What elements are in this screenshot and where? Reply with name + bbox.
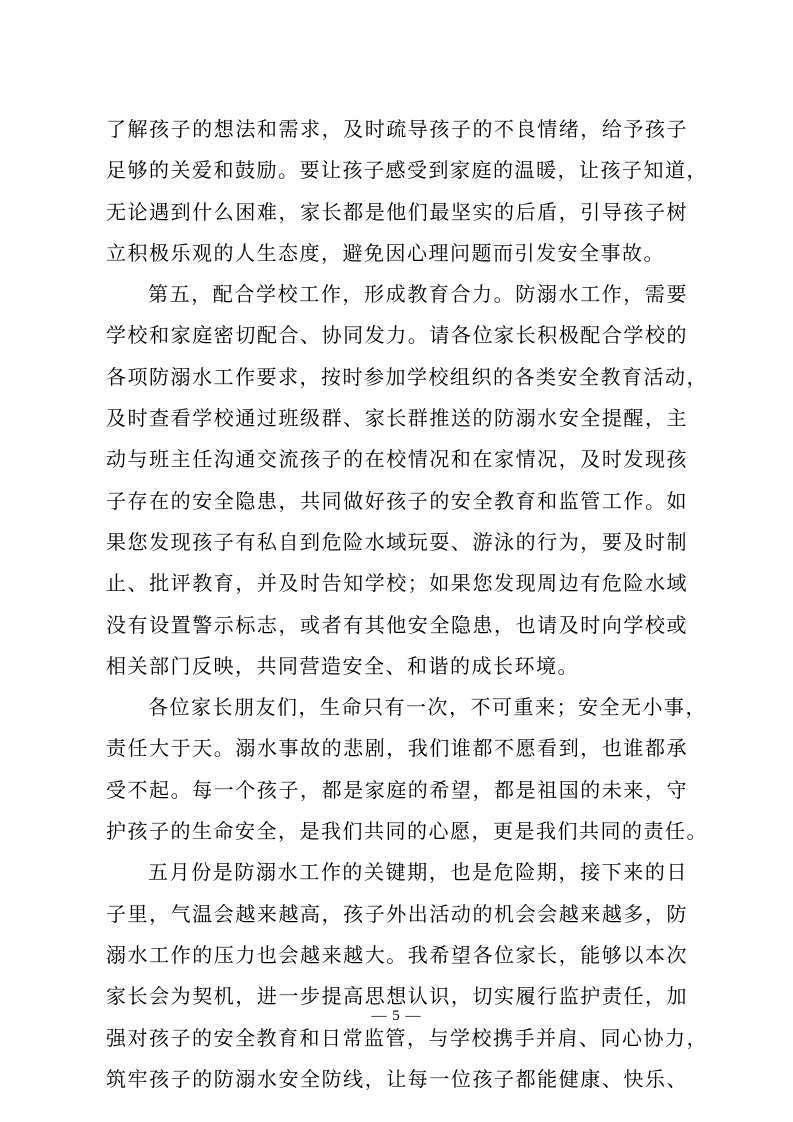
- text-line: 受不起。每一个孩子，都是家庭的希望，都是祖国的未来，守: [106, 777, 688, 802]
- text-line: 第五，配合学校工作，形成教育合力。防溺水工作，需要: [148, 282, 688, 307]
- text-line: 相关部门反映，共同营造安全、和谐的成长环境。: [106, 653, 579, 678]
- text-line: 没有设置警示标志，或者有其他安全隐患，也请及时向学校或: [106, 612, 688, 637]
- text-line: 子存在的安全隐患，共同做好孩子的安全教育和监管工作。如: [106, 488, 688, 513]
- text-line: 及时查看学校通过班级群、家长群推送的防溺水安全提醒，主: [106, 406, 688, 431]
- body-text: [106, 109, 708, 1100]
- text-line: 家长会为契机，进一步提高思想认识，切实履行监护责任，加: [106, 984, 688, 1009]
- text-line: 动与班主任沟通交流孩子的在校情况和在家情况，及时发现孩: [106, 447, 688, 472]
- text-line: 果您发现孩子有私自到危险水域玩耍、游泳的行为，要及时制: [106, 529, 688, 554]
- text-line: 护孩子的生命安全，是我们共同的心愿，更是我们共同的责任。: [106, 819, 708, 844]
- text-line: 足够的关爱和鼓励。要让孩子感受到家庭的温暖，让孩子知道，: [106, 158, 708, 183]
- text-line: 强对孩子的安全教育和日常监管，与学校携手并肩、同心协力，: [106, 1025, 708, 1050]
- text-line: 子里，气温会越来越高，孩子外出活动的机会会越来越多，防: [106, 901, 688, 926]
- text-line: 筑牢孩子的防溺水安全防线，让每一位孩子都能健康、快乐、: [106, 1066, 688, 1091]
- page-number: — 5 —: [371, 1008, 422, 1024]
- text-line: 立积极乐观的人生态度，避免因心理问题而引发安全事故。: [106, 240, 665, 265]
- text-line: 止、批评教育，并及时告知学校；如果您发现周边有危险水域: [106, 571, 688, 596]
- text-line: 各位家长朋友们，生命只有一次，不可重来；安全无小事，: [148, 695, 707, 720]
- text-line: 无论遇到什么困难，家长都是他们最坚实的后盾，引导孩子树: [106, 199, 688, 224]
- text-line: 学校和家庭密切配合、协同发力。请各位家长积极配合学校的: [106, 323, 688, 348]
- text-line: 五月份是防溺水工作的关键期，也是危险期，接下来的日: [148, 860, 688, 885]
- text-line: 了解孩子的想法和需求，及时疏导孩子的不良情绪，给予孩子: [106, 117, 688, 141]
- text-line: 溺水工作的压力也会越来越大。我希望各位家长，能够以本次: [106, 942, 688, 967]
- text-line: 各项防溺水工作要求，按时参加学校组织的各类安全教育活动，: [106, 364, 708, 389]
- text-line: 责任大于天。溺水事故的悲剧，我们谁都不愿看到，也谁都承: [106, 736, 688, 761]
